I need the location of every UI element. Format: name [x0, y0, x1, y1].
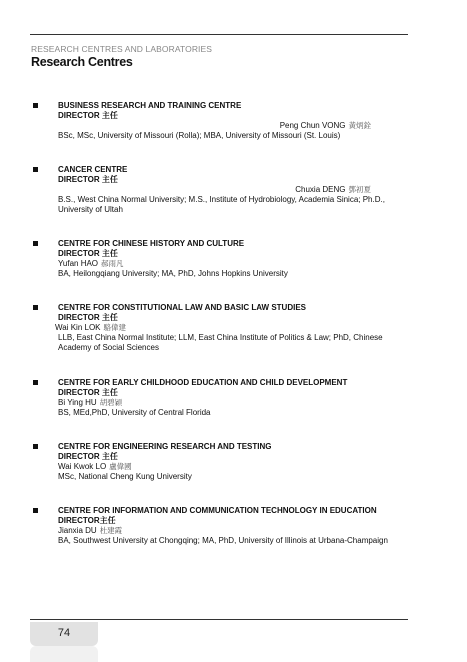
director-name-cn: 駱偉建 — [103, 323, 126, 332]
director-name — [58, 121, 371, 131]
page-title: Research Centres — [31, 55, 133, 69]
director-role: DIRECTOR 主任 — [58, 175, 118, 184]
director-name-cn: 鄧初夏 — [348, 185, 371, 194]
director-name-cn: 胡碧穎 — [99, 398, 123, 407]
director-credentials: LLB, East China Normal Institute; LLM, East China Institute of Politics & Law; PhD, Chinese Academy of Social Sciences — [58, 333, 383, 352]
director-role: DIRECTOR主任 — [58, 516, 116, 525]
director-credentials: B.S., West China Normal University; M.S., Institute of Hydrobiology, Academia Sinica; Ph.D., University of Ultah — [58, 195, 385, 214]
centre-name: CENTRE FOR CONSTITUTIONAL LAW AND BASIC LAW STUDIES — [58, 303, 306, 312]
page-tab-reflection — [30, 646, 98, 662]
bullet-icon — [33, 305, 38, 310]
director-name-cn: 杜建霞 — [99, 526, 123, 535]
bullet-icon — [33, 167, 38, 172]
director-role: DIRECTOR 主任 — [58, 249, 118, 258]
director-name-en: Peng Chun VONG — [279, 121, 346, 130]
bullet-icon — [33, 444, 38, 449]
director-name-cn: 盧偉國 — [109, 462, 132, 471]
bullet-icon — [33, 380, 38, 385]
director-role: DIRECTOR 主任 — [58, 388, 118, 397]
director-name — [58, 398, 388, 408]
director-role: DIRECTOR 主任 — [58, 313, 118, 322]
footer-rule — [30, 619, 408, 620]
centre-name: CANCER CENTRE — [58, 165, 128, 174]
director-role: DIRECTOR 主任 — [58, 452, 118, 461]
director-credentials: BSc, MSc, University of Missouri (Rolla); MBA, University of Missouri (St. Louis) — [58, 131, 341, 140]
director-name — [58, 259, 388, 269]
centre-name: BUSINESS RESEARCH AND TRAINING CENTRE — [58, 101, 242, 110]
centre-name: CENTRE FOR CHINESE HISTORY AND CULTURE — [58, 239, 245, 248]
director-name — [58, 526, 388, 536]
director-credentials: BA, Heilongqiang University; MA, PhD, Johns Hopkins University — [58, 269, 288, 278]
director-name-en: Jianxia DU — [58, 526, 97, 535]
director-name-en: Chuxia DENG — [295, 185, 346, 194]
centre-name: CENTRE FOR INFORMATION AND COMMUNICATION TECHNOLOGY IN EDUCATION — [58, 506, 377, 515]
director-credentials: MSc, National Cheng Kung University — [58, 472, 192, 481]
director-name-en: Bi Ying HU — [58, 398, 97, 407]
bullet-icon — [33, 241, 38, 246]
director-credentials: BS, MEd,PhD, University of Central Florida — [58, 408, 211, 417]
director-name-en: Wai Kwok LO — [58, 462, 107, 471]
director-credentials: BA, Southwest University at Chongqing; MA, PhD, University of Illinois at Urbana-Champaign — [58, 536, 388, 545]
bullet-icon — [33, 103, 38, 108]
section-label: RESEARCH CENTRES AND LABORATORIES — [31, 44, 213, 54]
header-rule — [30, 34, 408, 35]
director-name — [58, 185, 371, 195]
director-role: DIRECTOR 主任 — [58, 111, 118, 120]
director-name-cn: 黃炳銓 — [348, 121, 371, 130]
director-name — [58, 462, 388, 472]
centre-name: CENTRE FOR ENGINEERING RESEARCH AND TESTING — [58, 442, 272, 451]
centre-name: CENTRE FOR EARLY CHILDHOOD EDUCATION AND CHILD DEVELOPMENT — [58, 378, 348, 387]
director-name — [55, 323, 388, 333]
director-name-en: Yufan HAO — [58, 259, 99, 268]
page-number-tab — [30, 622, 98, 646]
page-number: 74 — [57, 627, 71, 639]
director-name-en: Wai Kin LOK — [55, 323, 101, 332]
director-name-cn: 郝雨凡 — [101, 259, 124, 268]
bullet-icon — [33, 508, 38, 513]
